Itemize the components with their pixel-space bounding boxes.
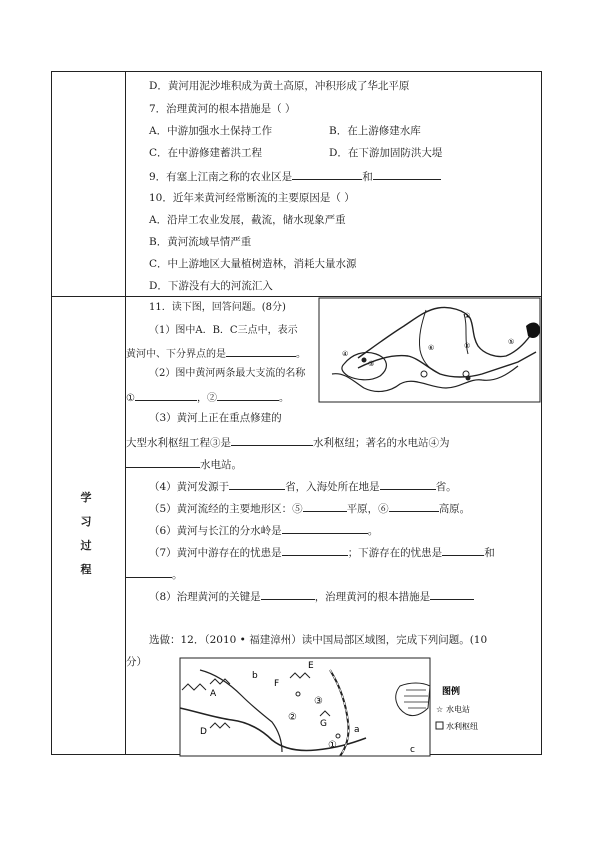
answer-blank[interactable] bbox=[231, 434, 313, 446]
map-label: G bbox=[320, 719, 327, 729]
answer-blank[interactable] bbox=[229, 478, 285, 490]
question-11-3-text2: 水利枢纽；著名的水电站④为 bbox=[313, 437, 450, 449]
answer-blank[interactable] bbox=[217, 389, 279, 401]
option-7b: B．在上游修建水库 bbox=[329, 125, 421, 137]
question-11-4-text: （4）黄河发源于 bbox=[149, 481, 230, 493]
question-11-4-text3: 省。 bbox=[435, 481, 457, 493]
map-label: ③ bbox=[314, 696, 323, 707]
side-label-char: 过 bbox=[80, 539, 92, 552]
question-11-5-text2: 平原，⑥ bbox=[346, 503, 389, 515]
question-11-8-text: （8）治理黄河的关键是 bbox=[149, 591, 261, 603]
question-11-8-text2: ，治理黄河的根本措施是 bbox=[314, 591, 431, 603]
side-label-char: 习 bbox=[80, 515, 92, 528]
question-11-6 bbox=[149, 522, 378, 538]
question-11-7-text2: ；下游存在的忧患是 bbox=[347, 547, 443, 559]
map-point-marker bbox=[362, 358, 367, 363]
map-label: ② bbox=[288, 712, 297, 723]
side-label bbox=[80, 486, 92, 582]
question-10: 10．近年来黄河经常断流的主要原因是（ ） bbox=[149, 192, 355, 204]
estuary-shape bbox=[526, 323, 540, 338]
answer-blank[interactable] bbox=[292, 168, 362, 180]
answer-blank[interactable] bbox=[442, 544, 484, 556]
question-11-3b bbox=[126, 434, 450, 450]
option-10c: C．中上游地区大量植树造林，消耗大量水源 bbox=[149, 258, 357, 270]
answer-blank[interactable] bbox=[126, 566, 172, 578]
answer-blank[interactable] bbox=[380, 478, 436, 490]
answer-blank[interactable] bbox=[303, 500, 347, 512]
question-12: 选做：12．（2010 • 福建漳州）读中国局部区域图，完成下列问题。(10 bbox=[149, 634, 488, 646]
answer-blank[interactable] bbox=[282, 544, 348, 556]
map-point-marker bbox=[466, 376, 471, 381]
answer-blank[interactable] bbox=[282, 522, 368, 534]
question-11-7 bbox=[149, 544, 495, 560]
square-icon bbox=[436, 722, 443, 729]
map-label: ③ bbox=[368, 360, 375, 368]
answer-blank[interactable] bbox=[126, 456, 200, 468]
punctuation: 。 bbox=[296, 349, 306, 360]
question-11-2b bbox=[126, 389, 289, 406]
question-11-1-text: 黄河中、下分界点的是 bbox=[126, 349, 226, 360]
legend-hydro-label: 水电站 bbox=[446, 705, 470, 714]
question-11-7-and: 和 bbox=[484, 547, 495, 559]
side-label-char: 学 bbox=[80, 491, 92, 504]
option-d-line: D．黄河用泥沙堆积成为黄土高原，冲积形成了华北平原 bbox=[149, 80, 410, 92]
punctuation: 。 bbox=[278, 393, 289, 404]
question-11-7-text: （7）黄河中游存在的忧患是 bbox=[149, 547, 282, 559]
option-10d: D．下游没有大的河流汇入 bbox=[149, 280, 273, 292]
question-11-3-text: 大型水利枢纽工程③是 bbox=[126, 437, 231, 449]
map-label: E bbox=[308, 661, 314, 671]
question-11-1b bbox=[126, 345, 306, 362]
map-label: b bbox=[252, 671, 258, 681]
question-7: 7．治理黄河的根本措施是（ ） bbox=[149, 103, 296, 115]
side-label-char: 程 bbox=[80, 563, 92, 576]
option-7c: C．在中游修建蓄洪工程 bbox=[149, 147, 263, 159]
question-11-4-text2: 省，入海处所在地是 bbox=[285, 481, 380, 493]
map-label: ① bbox=[464, 312, 471, 320]
map-label: F bbox=[274, 679, 280, 689]
question-11-5-text: （5）黄河流经的主要地形区：⑤ bbox=[149, 503, 303, 515]
question-11: 11．读下图，回答问题。(8分) bbox=[149, 302, 286, 313]
question-9 bbox=[149, 168, 441, 184]
column-divider bbox=[125, 71, 126, 755]
map-label: ① bbox=[328, 740, 337, 751]
yellow-river-map bbox=[318, 296, 542, 404]
question-11-8 bbox=[149, 588, 474, 604]
punctuation: 。 bbox=[367, 525, 379, 537]
legend-hub-label: 水利枢纽 bbox=[446, 722, 478, 731]
map-label: ⑥ bbox=[428, 344, 435, 352]
answer-blank[interactable] bbox=[226, 345, 296, 357]
option-7d: D．在下游加固防洪大堤 bbox=[329, 147, 443, 159]
circle-one: ① bbox=[126, 393, 135, 404]
question-9-text: 9．有塞上江南之称的农业区是 bbox=[149, 171, 293, 183]
question-11-3c bbox=[126, 456, 242, 472]
map-label: c bbox=[410, 745, 415, 755]
map-label: ④ bbox=[342, 350, 349, 358]
regional-map bbox=[170, 656, 510, 756]
question-11-3a: （3）黄河上正在重点修建的 bbox=[149, 412, 282, 424]
option-7a: A．中游加强水土保持工作 bbox=[149, 125, 273, 137]
answer-blank[interactable] bbox=[135, 389, 197, 401]
question-12-cont: 分） bbox=[126, 656, 147, 668]
map-label: D bbox=[200, 727, 207, 737]
legend-title: 图例 bbox=[442, 687, 461, 697]
answer-blank[interactable] bbox=[373, 168, 441, 180]
question-11-2a: （2）图中黄河两条最大支流的名称 bbox=[149, 368, 306, 379]
map-label: a bbox=[354, 725, 360, 735]
question-11-5-text3: 高原。 bbox=[438, 503, 471, 515]
star-icon: ☆ bbox=[436, 705, 444, 714]
answer-blank[interactable] bbox=[389, 500, 439, 512]
question-11-4 bbox=[149, 478, 457, 494]
answer-blank[interactable] bbox=[430, 588, 474, 600]
question-9-and: 和 bbox=[362, 171, 373, 183]
map-label: A bbox=[210, 689, 217, 699]
question-11-1a: （1）图中A．B．C三点中，表示 bbox=[149, 325, 298, 336]
question-11-3-text3: 水电站。 bbox=[200, 459, 242, 471]
question-11-5 bbox=[149, 500, 470, 516]
option-10a: A．沿岸工农业发展，截流，储水现象严重 bbox=[149, 214, 346, 226]
option-10b: B．黄河流域旱情严重 bbox=[149, 236, 252, 248]
circle-two: ，② bbox=[196, 393, 217, 404]
punctuation: 。 bbox=[172, 569, 183, 581]
question-11-6-text: （6）黄河与长江的分水岭是 bbox=[149, 525, 282, 537]
question-11-7-cont bbox=[126, 566, 183, 582]
map-label: ⑤ bbox=[508, 338, 515, 346]
map-label: ② bbox=[464, 342, 471, 350]
answer-blank[interactable] bbox=[261, 588, 315, 600]
